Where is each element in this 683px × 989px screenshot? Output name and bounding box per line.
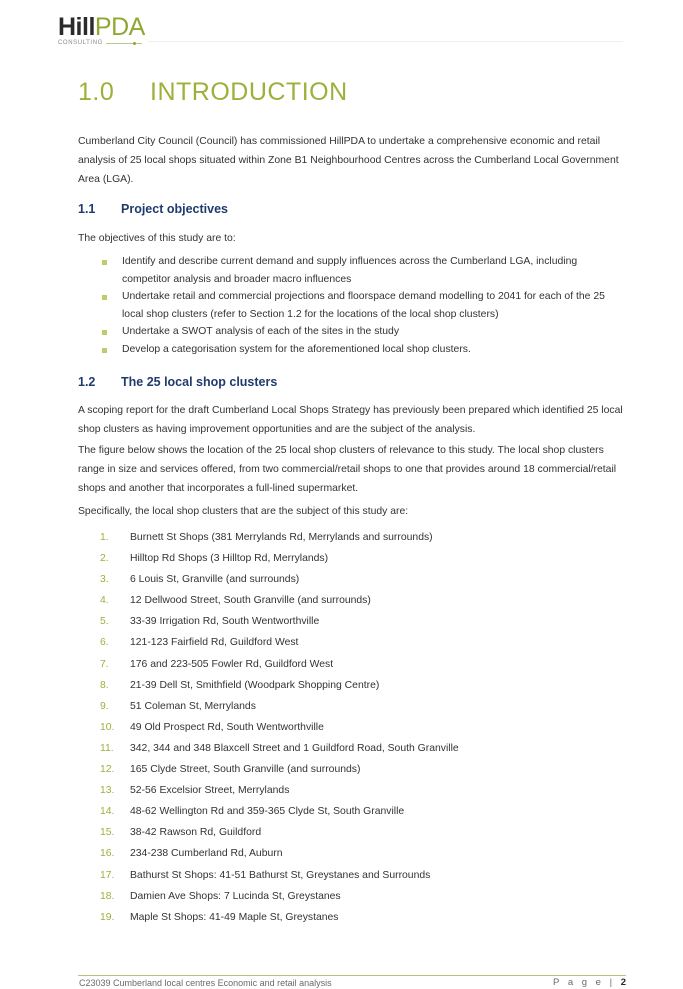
footer-page-indicator bbox=[553, 977, 626, 988]
section-heading bbox=[78, 78, 348, 107]
item-text: 176 and 223-505 Fowler Rd, Guildford West bbox=[130, 658, 334, 670]
subsection-number: 1.1 bbox=[78, 202, 96, 216]
item-number: 7. bbox=[100, 658, 109, 670]
objective-item bbox=[78, 323, 626, 341]
item-number: 3. bbox=[100, 574, 109, 586]
objective-text: Identify and describe current demand and supply influences across the Cumberland LGA, including competitor analysis and broader macro influences bbox=[122, 256, 578, 285]
item-number: 9. bbox=[100, 700, 109, 712]
subsection-heading-clusters bbox=[78, 375, 277, 389]
objective-text: Undertake a SWOT analysis of each of the sites in the study bbox=[122, 326, 400, 337]
list-item bbox=[78, 780, 626, 801]
item-text: 21-39 Dell St, Smithfield (Woodpark Shopping Centre) bbox=[130, 679, 380, 691]
logo-line bbox=[106, 43, 142, 44]
bullet-square-icon bbox=[102, 295, 107, 300]
subsection-title: The 25 local shop clusters bbox=[121, 375, 278, 389]
item-text: 6 Louis St, Granville (and surrounds) bbox=[130, 574, 300, 586]
hillpda-logo bbox=[58, 14, 145, 46]
list-item bbox=[78, 654, 626, 675]
list-item bbox=[78, 801, 626, 822]
item-number: 16. bbox=[100, 848, 115, 860]
item-text: 165 Clyde Street, South Granville (and surrounds) bbox=[130, 764, 361, 776]
objective-item bbox=[78, 288, 626, 323]
objective-text: Undertake retail and commercial projections and floorspace demand modelling to 2041 for each of the 25 local shop clusters (refer to Section 1.2 for the locations of the local shop clusters) bbox=[122, 291, 605, 320]
logo-pda-text: PDA bbox=[94, 13, 145, 41]
logo-tagline-text: CONSULTING bbox=[58, 40, 103, 46]
clusters-paragraph-3: Specifically, the local shop clusters that are the subject of this study are: bbox=[78, 506, 409, 517]
subsection-title: Project objectives bbox=[121, 202, 228, 216]
local-shop-cluster-list bbox=[78, 527, 626, 928]
page-number: 2 bbox=[620, 977, 626, 988]
item-text: 52-56 Excelsior Street, Merrylands bbox=[130, 785, 290, 797]
intro-paragraph: Cumberland City Council (Council) has commissioned HillPDA to undertake a comprehensive economic and retail analysis of 25 local shops situated within Zone B1 Neighbourhood Centres across the Cumberland Local Government Area (LGA). bbox=[78, 136, 619, 185]
item-text: 38-42 Rawson Rd, Guildford bbox=[130, 827, 262, 839]
objectives-lead: The objectives of this study are to: bbox=[78, 233, 236, 244]
item-number: 15. bbox=[100, 827, 115, 839]
list-item bbox=[78, 696, 626, 717]
item-number: 11. bbox=[100, 742, 114, 754]
item-number: 13. bbox=[100, 785, 115, 797]
item-number: 6. bbox=[100, 637, 109, 649]
item-text: Damien Ave Shops: 7 Lucinda St, Greystanes bbox=[130, 890, 341, 902]
page-label: P a g e | bbox=[553, 977, 616, 988]
item-text: 51 Coleman St, Merrylands bbox=[130, 700, 256, 712]
item-text: 234-238 Cumberland Rd, Auburn bbox=[130, 848, 283, 860]
objective-item bbox=[78, 253, 626, 288]
list-item bbox=[78, 590, 626, 611]
logo-hill-text: Hill bbox=[58, 13, 95, 41]
list-item bbox=[78, 843, 626, 864]
item-text: Burnett St Shops (381 Merrylands Rd, Merrylands and surrounds) bbox=[130, 532, 433, 543]
list-item bbox=[78, 759, 626, 780]
section-number: 1.0 bbox=[78, 78, 115, 106]
item-text: Bathurst St Shops: 41-51 Bathurst St, Greystanes and Surrounds bbox=[130, 869, 431, 881]
list-item bbox=[78, 822, 626, 843]
bullet-square-icon bbox=[102, 330, 107, 335]
list-item bbox=[78, 548, 626, 569]
list-item bbox=[78, 675, 626, 696]
item-text: 342, 344 and 348 Blaxcell Street and 1 Guildford Road, South Granville bbox=[130, 742, 459, 754]
clusters-paragraph-1: A scoping report for the draft Cumberland Local Shops Strategy has previously been prepared which identified 25 local shop clusters as having improvement opportunities and are the subject of the analysis. bbox=[78, 405, 623, 435]
bullet-square-icon bbox=[102, 260, 107, 265]
clusters-paragraph-2: The figure below shows the location of the 25 local shop clusters of relevance to this study. The local shop clusters range in size and services offered, from two commercial/retail shops to one that provides around 18 commercial/retail shops and another that incorporates a full-lined supermarket. bbox=[78, 445, 617, 494]
subsection-number: 1.2 bbox=[78, 375, 96, 389]
objective-text: Develop a categorisation system for the aforementioned local shop clusters. bbox=[122, 343, 471, 355]
item-number: 12. bbox=[100, 764, 115, 776]
item-text: Maple St Shops: 41-49 Maple St, Greystanes bbox=[130, 911, 339, 923]
item-number: 19. bbox=[100, 911, 115, 923]
item-number: 4. bbox=[100, 595, 109, 607]
subsection-heading-objectives bbox=[78, 202, 228, 216]
item-text: 49 Old Prospect Rd, South Wentworthville bbox=[130, 721, 324, 733]
bullet-square-icon bbox=[102, 348, 107, 353]
item-number: 17. bbox=[100, 869, 115, 881]
item-number: 10. bbox=[100, 721, 115, 733]
list-item bbox=[78, 738, 626, 759]
item-number: 5. bbox=[100, 616, 109, 628]
list-item bbox=[78, 632, 626, 653]
list-item bbox=[78, 611, 626, 632]
item-number: 1. bbox=[100, 532, 109, 543]
list-item bbox=[78, 865, 626, 886]
item-text: 48-62 Wellington Rd and 359-365 Clyde St, South Granville bbox=[130, 806, 405, 818]
item-number: 8. bbox=[100, 679, 109, 691]
item-number: 14. bbox=[100, 806, 115, 818]
item-number: 2. bbox=[100, 553, 109, 565]
footer-document-title: C23039 Cumberland local centres Economic and retail analysis bbox=[79, 978, 332, 988]
logo-wordmark bbox=[58, 14, 145, 40]
header-divider bbox=[148, 41, 623, 42]
list-item bbox=[78, 527, 626, 548]
item-text: 121-123 Fairfield Rd, Guildford West bbox=[130, 637, 299, 649]
objective-item bbox=[78, 341, 626, 359]
list-item bbox=[78, 569, 626, 590]
logo-dot bbox=[133, 42, 136, 45]
list-item bbox=[78, 717, 626, 738]
item-text: Hilltop Rd Shops (3 Hilltop Rd, Merrylands) bbox=[130, 553, 329, 565]
section-title: INTRODUCTION bbox=[150, 78, 348, 106]
item-text: 12 Dellwood Street, South Granville (and surrounds) bbox=[130, 595, 371, 607]
objectives-list bbox=[78, 253, 626, 358]
list-item bbox=[78, 886, 626, 907]
footer-divider bbox=[78, 975, 626, 976]
item-text: 33-39 Irrigation Rd, South Wentworthville bbox=[130, 616, 320, 628]
item-number: 18. bbox=[100, 890, 115, 902]
list-item bbox=[78, 907, 626, 928]
